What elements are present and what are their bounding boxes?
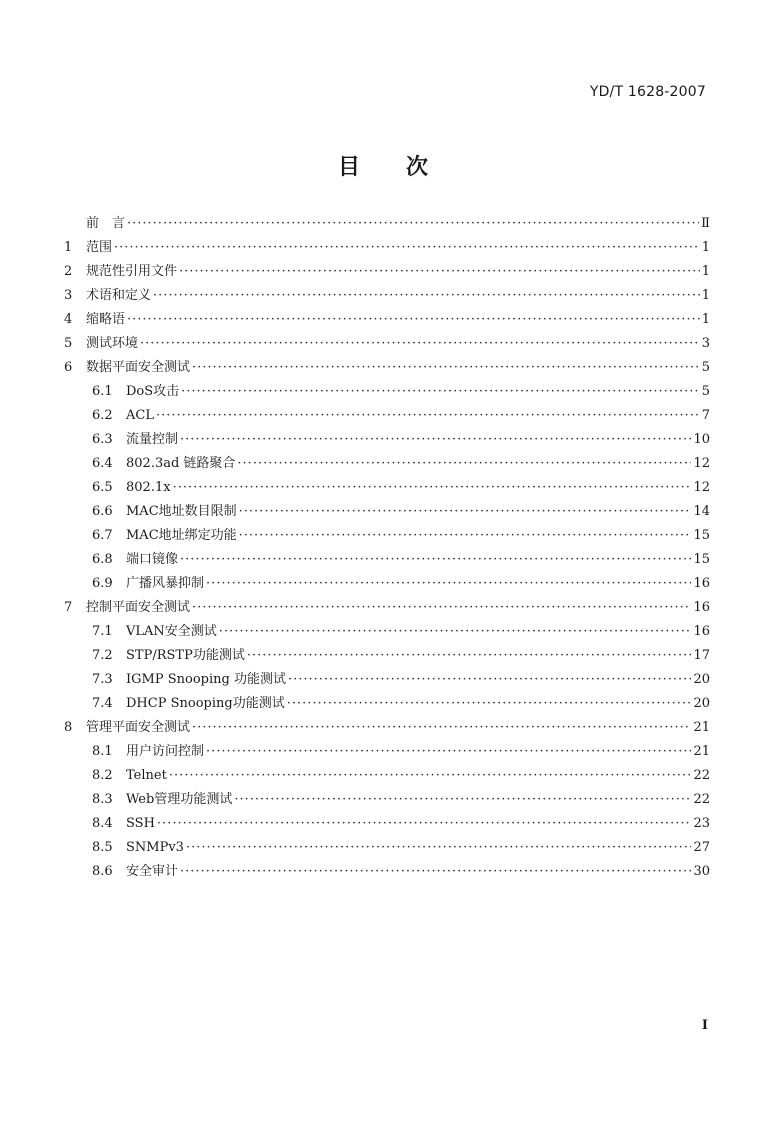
toc-entry-title: 802.1x xyxy=(126,480,171,495)
toc-entry-title: SNMPv3 xyxy=(126,840,184,855)
toc-entry-title: 广播风暴抑制 xyxy=(126,576,205,591)
toc-entry-number: 8.2 xyxy=(92,768,113,783)
toc-entry xyxy=(64,284,710,308)
toc-leader-dots xyxy=(180,548,691,572)
toc-entry-number: 4 xyxy=(64,312,73,327)
page-number: I xyxy=(701,1018,708,1033)
toc-entry-number: 8.6 xyxy=(92,864,113,879)
toc-entry xyxy=(64,812,710,836)
toc-entry-number: 6.9 xyxy=(92,576,113,591)
toc-entry xyxy=(64,356,710,380)
toc-entry-number: 7.1 xyxy=(92,624,113,639)
toc-entry xyxy=(64,404,710,428)
toc-entry-page: 20 xyxy=(693,696,710,711)
toc-entry-title: 测试环境 xyxy=(86,336,139,351)
toc-entry-number: 6.5 xyxy=(92,480,113,495)
toc-leader-dots xyxy=(192,596,691,620)
toc-entry xyxy=(64,212,710,236)
toc-entry-number: 8.1 xyxy=(92,744,113,759)
toc-entry-title: 流量控制 xyxy=(126,432,179,447)
toc-entry-page: 30 xyxy=(693,864,710,879)
toc-entry xyxy=(64,428,710,452)
toc-leader-dots xyxy=(206,740,691,764)
toc-entry-number: 5 xyxy=(64,336,73,351)
toc-entry-page: 21 xyxy=(693,720,710,735)
toc-entry-number: 7.4 xyxy=(92,696,113,711)
toc-entry xyxy=(64,644,710,668)
toc-entry-page: 7 xyxy=(701,408,710,423)
toc-leader-dots xyxy=(219,620,692,644)
toc-entry xyxy=(64,836,710,860)
toc-leader-dots xyxy=(234,788,691,812)
toc-entry-number: 6.1 xyxy=(92,384,113,399)
toc-entry-title: SSH xyxy=(126,816,155,831)
toc-entry-page: 5 xyxy=(701,360,710,375)
toc-entry-page: 12 xyxy=(693,456,710,471)
toc-entry-page: 16 xyxy=(693,624,710,639)
toc-leader-dots xyxy=(180,860,691,884)
toc-entry-title: 缩略语 xyxy=(86,312,126,327)
toc-entry-number: 2 xyxy=(64,264,73,279)
toc-entry-page: 27 xyxy=(693,840,710,855)
toc-entry xyxy=(64,764,710,788)
toc-leader-dots xyxy=(247,644,692,668)
toc-leader-dots xyxy=(237,452,691,476)
toc-entry-number: 6.8 xyxy=(92,552,113,567)
toc-entry-page: 3 xyxy=(701,336,710,351)
toc-entry-title: MAC地址绑定功能 xyxy=(126,528,237,543)
toc-leader-dots xyxy=(127,212,699,236)
toc-entry-page: 14 xyxy=(693,504,710,519)
toc-entry-page: 1 xyxy=(701,264,710,279)
toc-entry-number: 8 xyxy=(64,720,73,735)
toc-entry-page: 12 xyxy=(693,480,710,495)
toc-leader-dots xyxy=(287,692,692,716)
toc-entry-title: DoS攻击 xyxy=(126,384,180,399)
toc-entry-title: ACL xyxy=(126,408,154,423)
toc-entry-page: 5 xyxy=(701,384,710,399)
toc-entry-title: 前 言 xyxy=(86,216,126,231)
toc-entry-page: 10 xyxy=(693,432,710,447)
toc-entry-number: 6 xyxy=(64,360,73,375)
toc-leader-dots xyxy=(192,716,691,740)
toc-entry-title: 规范性引用文件 xyxy=(86,264,178,279)
toc-entry-number: 6.6 xyxy=(92,504,113,519)
toc-leader-dots xyxy=(156,404,700,428)
toc-entry-number: 6.3 xyxy=(92,432,113,447)
toc-leader-dots xyxy=(180,428,691,452)
toc-entry-page: 22 xyxy=(693,768,710,783)
toc-entry-number: 7.3 xyxy=(92,672,113,687)
toc-entry-title: MAC地址数目限制 xyxy=(126,504,237,519)
toc-entry-page: 1 xyxy=(701,312,710,327)
toc-entry-title: 管理平面安全测试 xyxy=(86,720,191,735)
toc-entry-page: 1 xyxy=(701,240,710,255)
table-of-contents xyxy=(64,212,710,884)
toc-entry xyxy=(64,692,710,716)
toc-entry-page: 20 xyxy=(693,672,710,687)
toc-leader-dots xyxy=(169,764,692,788)
toc-entry xyxy=(64,260,710,284)
toc-entry-page: 16 xyxy=(693,576,710,591)
toc-entry-number: 6.2 xyxy=(92,408,113,423)
toc-leader-dots xyxy=(127,308,700,332)
toc-leader-dots xyxy=(239,524,692,548)
toc-entry-title: 802.3ad 链路聚合 xyxy=(126,456,236,471)
toc-entry-number: 7 xyxy=(64,600,73,615)
toc-entry-number: 8.5 xyxy=(92,840,113,855)
toc-entry-number: 8.4 xyxy=(92,816,113,831)
toc-entry xyxy=(64,452,710,476)
toc-leader-dots xyxy=(186,836,691,860)
toc-entry xyxy=(64,572,710,596)
toc-leader-dots xyxy=(157,812,692,836)
toc-entry-page: 1 xyxy=(701,288,710,303)
toc-entry-number: 7.2 xyxy=(92,648,113,663)
toc-entry-title: 术语和定义 xyxy=(86,288,152,303)
toc-entry xyxy=(64,668,710,692)
toc-entry-page: 22 xyxy=(693,792,710,807)
toc-entry xyxy=(64,620,710,644)
toc-entry xyxy=(64,308,710,332)
toc-entry xyxy=(64,548,710,572)
toc-leader-dots xyxy=(179,260,700,284)
toc-entry xyxy=(64,716,710,740)
toc-entry-number: 6.4 xyxy=(92,456,113,471)
standard-code: YD/T 1628-2007 xyxy=(589,84,706,100)
toc-entry-number: 3 xyxy=(64,288,73,303)
toc-entry-title: 数据平面安全测试 xyxy=(86,360,191,375)
toc-entry-title: 用户访问控制 xyxy=(126,744,205,759)
toc-leader-dots xyxy=(192,356,700,380)
toc-entry-page: Ⅱ xyxy=(701,216,710,231)
toc-entry-page: 23 xyxy=(693,816,710,831)
toc-entry-page: 21 xyxy=(693,744,710,759)
toc-leader-dots xyxy=(153,284,700,308)
toc-entry-title: 端口镜像 xyxy=(126,552,179,567)
toc-entry xyxy=(64,860,710,884)
toc-entry-number: 6.7 xyxy=(92,528,113,543)
toc-leader-dots xyxy=(206,572,691,596)
toc-leader-dots xyxy=(288,668,692,692)
toc-entry-title: 控制平面安全测试 xyxy=(86,600,191,615)
toc-entry-number: 1 xyxy=(64,240,73,255)
toc-entry xyxy=(64,596,710,620)
toc-entry xyxy=(64,332,710,356)
toc-leader-dots xyxy=(239,500,692,524)
toc-entry-title: Telnet xyxy=(126,768,167,783)
toc-entry xyxy=(64,524,710,548)
toc-leader-dots xyxy=(140,332,700,356)
toc-entry xyxy=(64,788,710,812)
toc-entry xyxy=(64,236,710,260)
page-title-char-2: 次 xyxy=(406,155,431,180)
toc-entry-title: 范围 xyxy=(86,240,113,255)
toc-entry-page: 16 xyxy=(693,600,710,615)
toc-entry xyxy=(64,500,710,524)
toc-leader-dots xyxy=(181,380,700,404)
toc-leader-dots xyxy=(173,476,692,500)
toc-entry-page: 15 xyxy=(693,552,710,567)
toc-entry-title: DHCP Snooping功能测试 xyxy=(126,696,285,711)
toc-entry-title: Web管理功能测试 xyxy=(126,792,233,807)
toc-entry-title: 安全审计 xyxy=(126,864,179,879)
toc-entry xyxy=(64,380,710,404)
toc-entry xyxy=(64,476,710,500)
toc-entry-title: IGMP Snooping 功能测试 xyxy=(126,672,286,687)
page-title-char-1: 目 xyxy=(337,155,362,180)
toc-entry-title: VLAN安全测试 xyxy=(126,624,217,639)
toc-leader-dots xyxy=(114,236,700,260)
toc-entry-page: 15 xyxy=(693,528,710,543)
toc-entry-number: 8.3 xyxy=(92,792,113,807)
toc-entry xyxy=(64,740,710,764)
toc-entry-title: STP/RSTP功能测试 xyxy=(126,648,245,663)
toc-entry-page: 17 xyxy=(693,648,710,663)
page-title xyxy=(0,150,768,181)
